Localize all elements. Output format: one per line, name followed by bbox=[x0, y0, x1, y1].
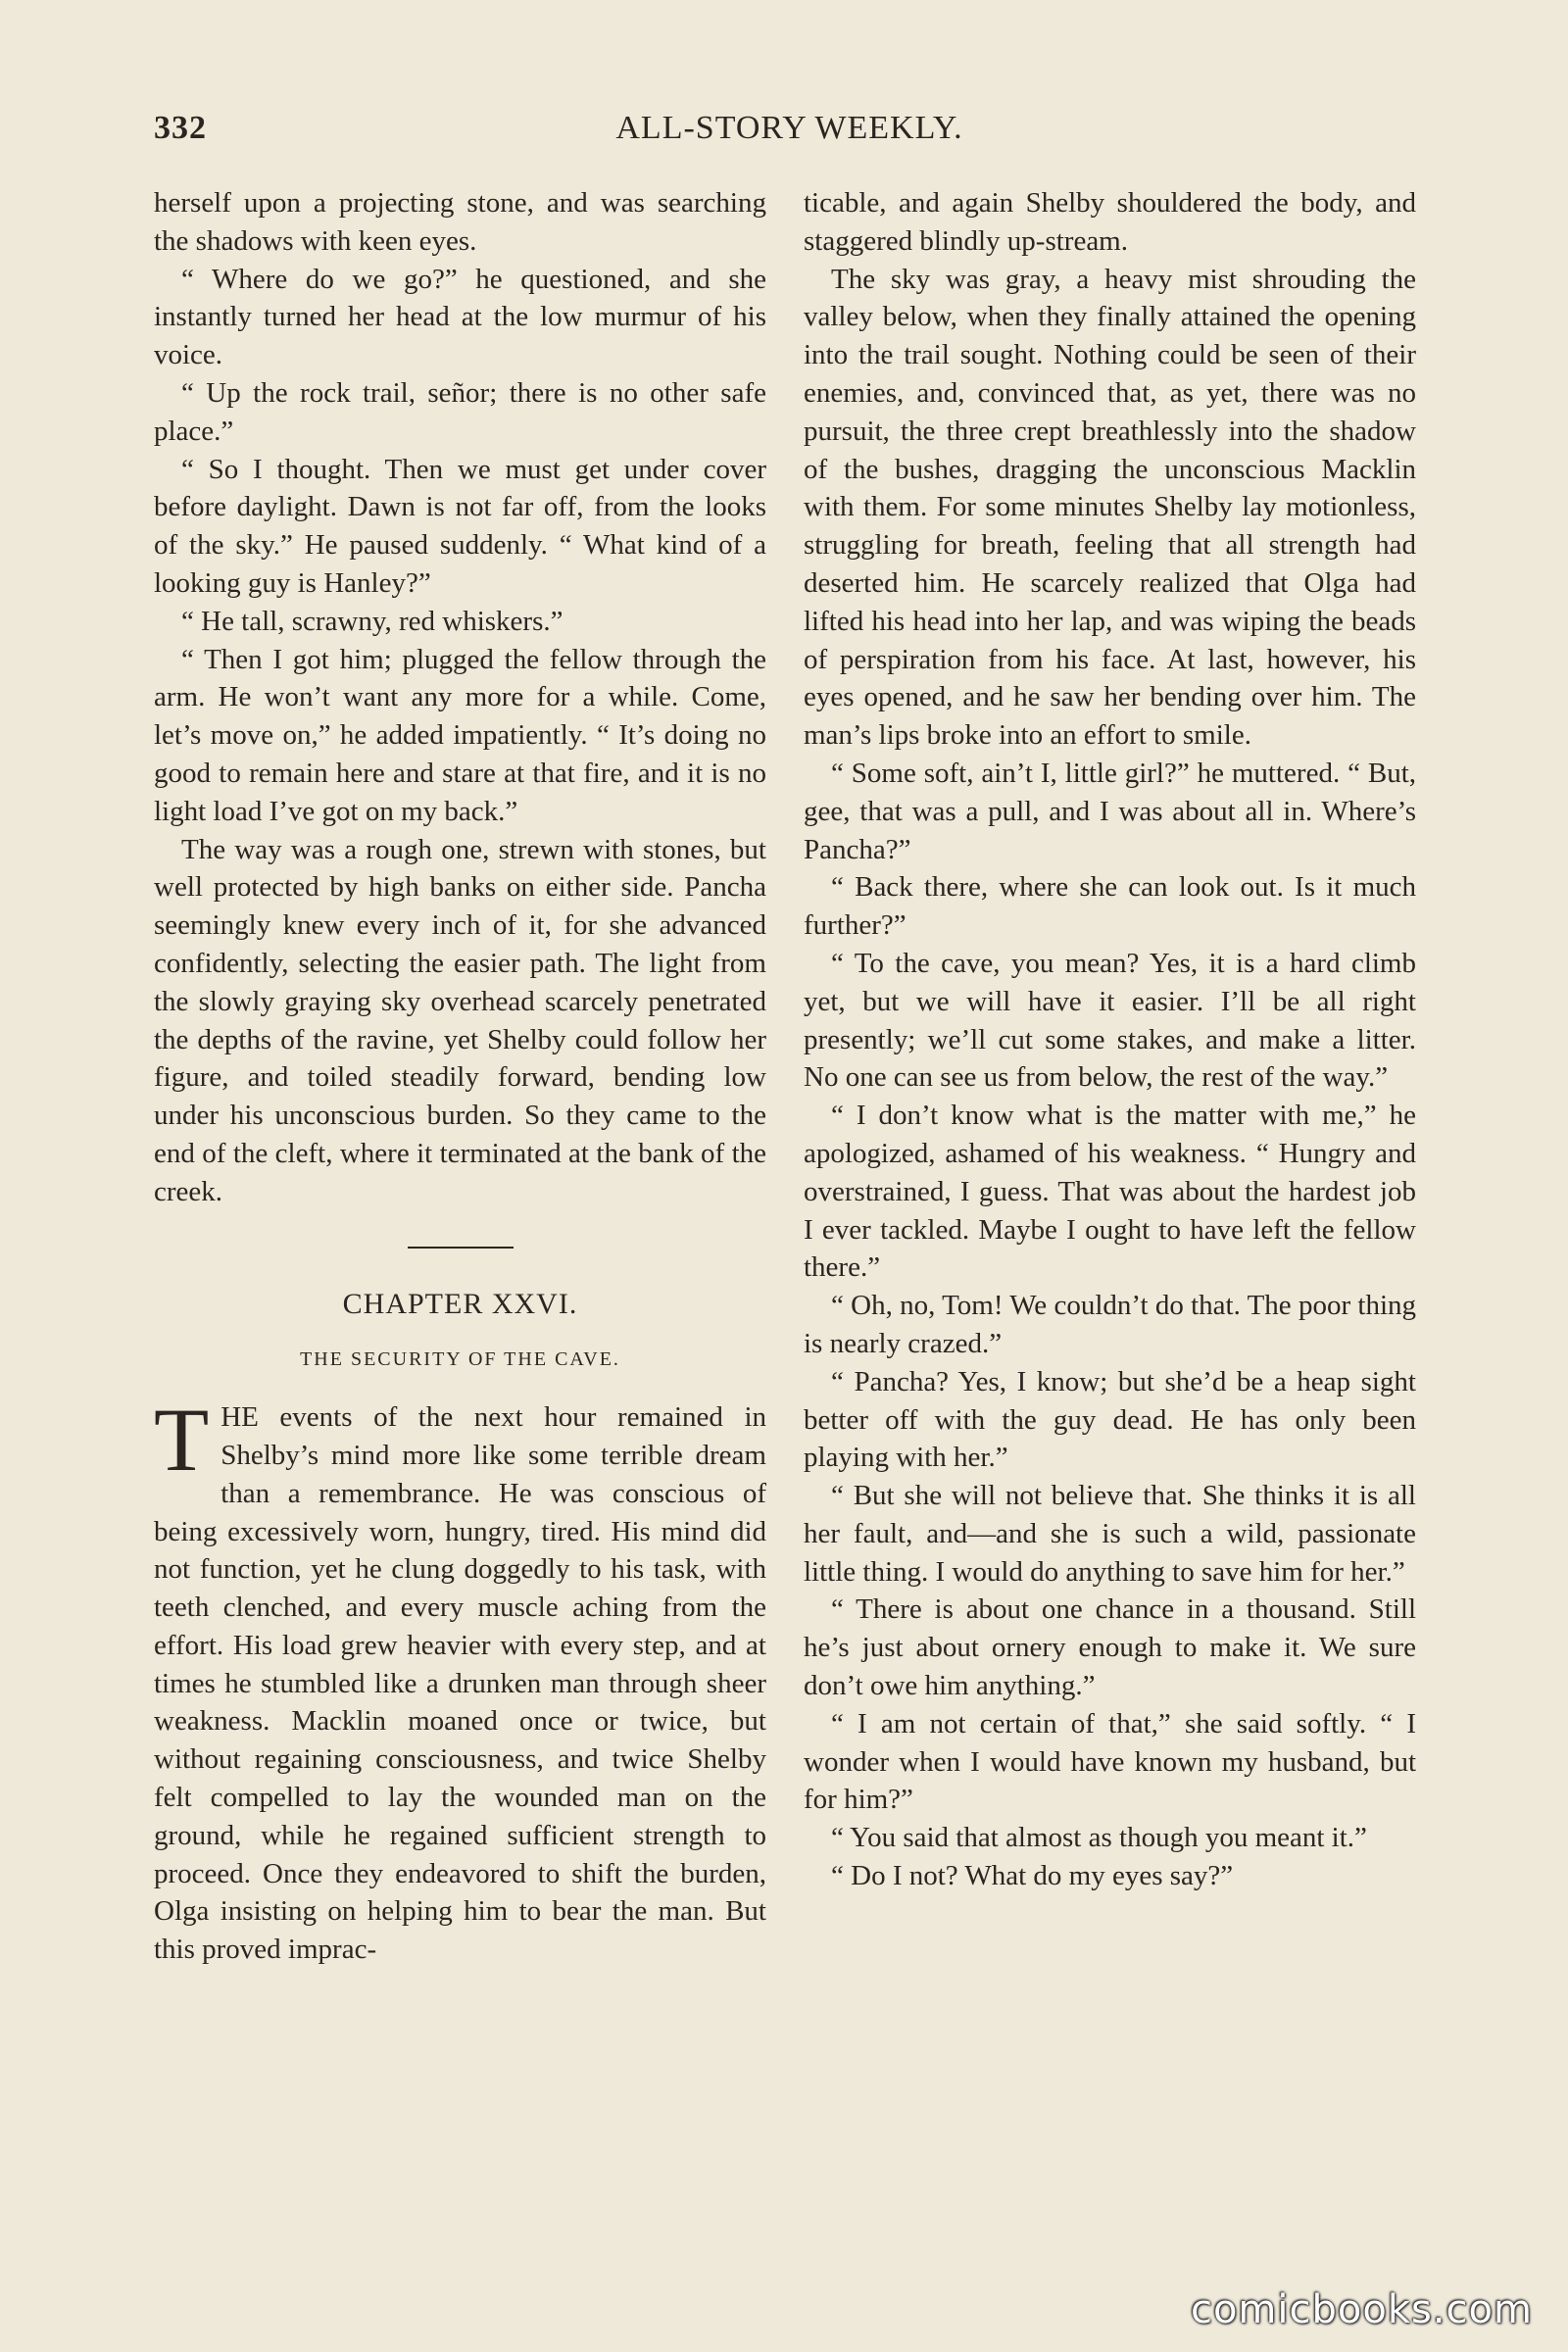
drop-cap: T bbox=[154, 1390, 210, 1491]
page-header bbox=[154, 110, 1425, 157]
paragraph: The way was a rough one, strewn with stones, but well protected by high banks on either side. Pancha seemingly knew every inch of it, for she advanced confidently, selecting the easier path. The light from the slowly graying sky overhead scarcely penetrated the depths of the ravine, yet Shelby could follow her figure, and toiled steadily forward, bending low under his unconscious burden. So they came to the end of the cleft, where it terminated at the bank of the creek. bbox=[154, 833, 766, 1207]
chapter-opening-text: HE events of the next hour remained in Shelby’s mind more like some terrible dream than a remembrance. He was conscious of being excessively worn, hungry, tired. His mind did not function, yet he clung doggedly to his task, with teeth clenched, and every muscle aching from the effort. His load grew heavier with every step, and at times he stumbled like a drunken man through sheer weakness. Macklin moaned once or twice, but without regaining consciousness, and twice Shelby felt compelled to lay the wounded man on the ground, while he regained sufficient strength to proceed. Once they endeavored to shift the burden, Olga insisting on helping him to bear the man. But this proved imprac- bbox=[154, 1401, 766, 1966]
paragraph: “ Then I got him; plugged the fellow through the arm. He won’t want any more for a while. Come, let’s move on,” he added impatiently. “ It’s doing no good to remain here and stare at that fire, and it is no light load I’ve got on my back.” bbox=[154, 643, 766, 827]
paragraph: “ So I thought. Then we must get under cover before daylight. Dawn is not far off, from the looks of the sky.” He paused suddenly. “ What kind of a looking guy is Hanley?” bbox=[154, 453, 766, 599]
section-divider bbox=[408, 1247, 514, 1249]
chapter-title: CHAPTER XXVI. bbox=[342, 1287, 578, 1320]
paragraph: herself upon a projecting stone, and was searching the shadows with keen eyes. bbox=[154, 187, 766, 257]
chapter-subtitle: THE SECURITY OF THE CAVE. bbox=[300, 1348, 620, 1371]
page-number: 332 bbox=[154, 110, 207, 146]
chapter-opening-paragraph bbox=[154, 1390, 766, 1969]
paragraph: The sky was gray, a heavy mist shrouding the valley below, when they finally attained the opening into the trail sought. Nothing could be seen of their enemies, and, convinced that, as yet, there was no pursuit, the three crept breathlessly into the shadow of the bushes, dragging the unconscious Macklin with them. For some minutes Shelby lay motionless, struggling for breath, feeling that all strength had deserted him. He scarcely realized that Olga had lifted his head into her lap, and was wiping the beads of perspiration from his face. At last, however, his eyes opened, and he saw her bending over him. The man’s lips broke into an effort to smile. bbox=[804, 263, 1416, 752]
paragraph: “ I am not certain of that,” she said softly. “ I wonder when I would have known my husband, but for him?” bbox=[804, 1707, 1416, 1816]
paragraph: “ You said that almost as though you meant it.” bbox=[831, 1822, 1367, 1854]
paragraph: ticable, and again Shelby shouldered the body, and staggered blindly up-stream. bbox=[804, 187, 1416, 257]
paragraph: “ To the cave, you mean? Yes, it is a hard climb yet, but we will have it easier. I’ll be all right presently; we’ll cut some stakes, and make a litter. No one can see us from below, the rest of the way.” bbox=[804, 947, 1416, 1094]
running-title: ALL-STORY WEEKLY. bbox=[615, 110, 963, 146]
paragraph: “ Pancha? Yes, I know; but she’d be a heap sight better off with the guy dead. He has only been playing with her.” bbox=[804, 1365, 1416, 1474]
paragraph: “ I don’t know what is the matter with me,” he apologized, ashamed of his weakness. “ Hungry and overstrained, I guess. That was about the hardest job I ever tackled. Maybe I ought to have left the fellow there.” bbox=[804, 1100, 1416, 1284]
paragraph: “ Where do we go?” he questioned, and she instantly turned her head at the low murmur of his voice. bbox=[154, 263, 766, 371]
left-column bbox=[154, 184, 766, 1969]
site-watermark: comicbooks.com bbox=[1190, 2287, 1533, 2332]
paragraph: “ There is about one chance in a thousand. Still he’s just about ornery enough to make it. We sure don’t owe him anything.” bbox=[804, 1593, 1416, 1702]
paragraph: “ He tall, scrawny, red whiskers.” bbox=[181, 605, 564, 637]
paragraph: “ Up the rock trail, señor; there is no other safe place.” bbox=[154, 376, 766, 447]
paragraph: “ But she will not believe that. She thinks it is all her fault, and—and she is such a wild, passionate little thing. I would do anything to save him for her.” bbox=[804, 1480, 1416, 1588]
paragraph: “ Back there, where she can look out. Is it much further?” bbox=[804, 871, 1416, 942]
paragraph: “ Do I not? What do my eyes say?” bbox=[831, 1860, 1234, 1892]
paragraph: “ Oh, no, Tom! We couldn’t do that. The poor thing is nearly crazed.” bbox=[804, 1290, 1416, 1359]
paragraph: “ Some soft, ain’t I, little girl?” he muttered. “ But, gee, that was a pull, and I was about all in. Where’s Pancha?” bbox=[804, 757, 1416, 865]
right-column bbox=[804, 184, 1416, 1895]
